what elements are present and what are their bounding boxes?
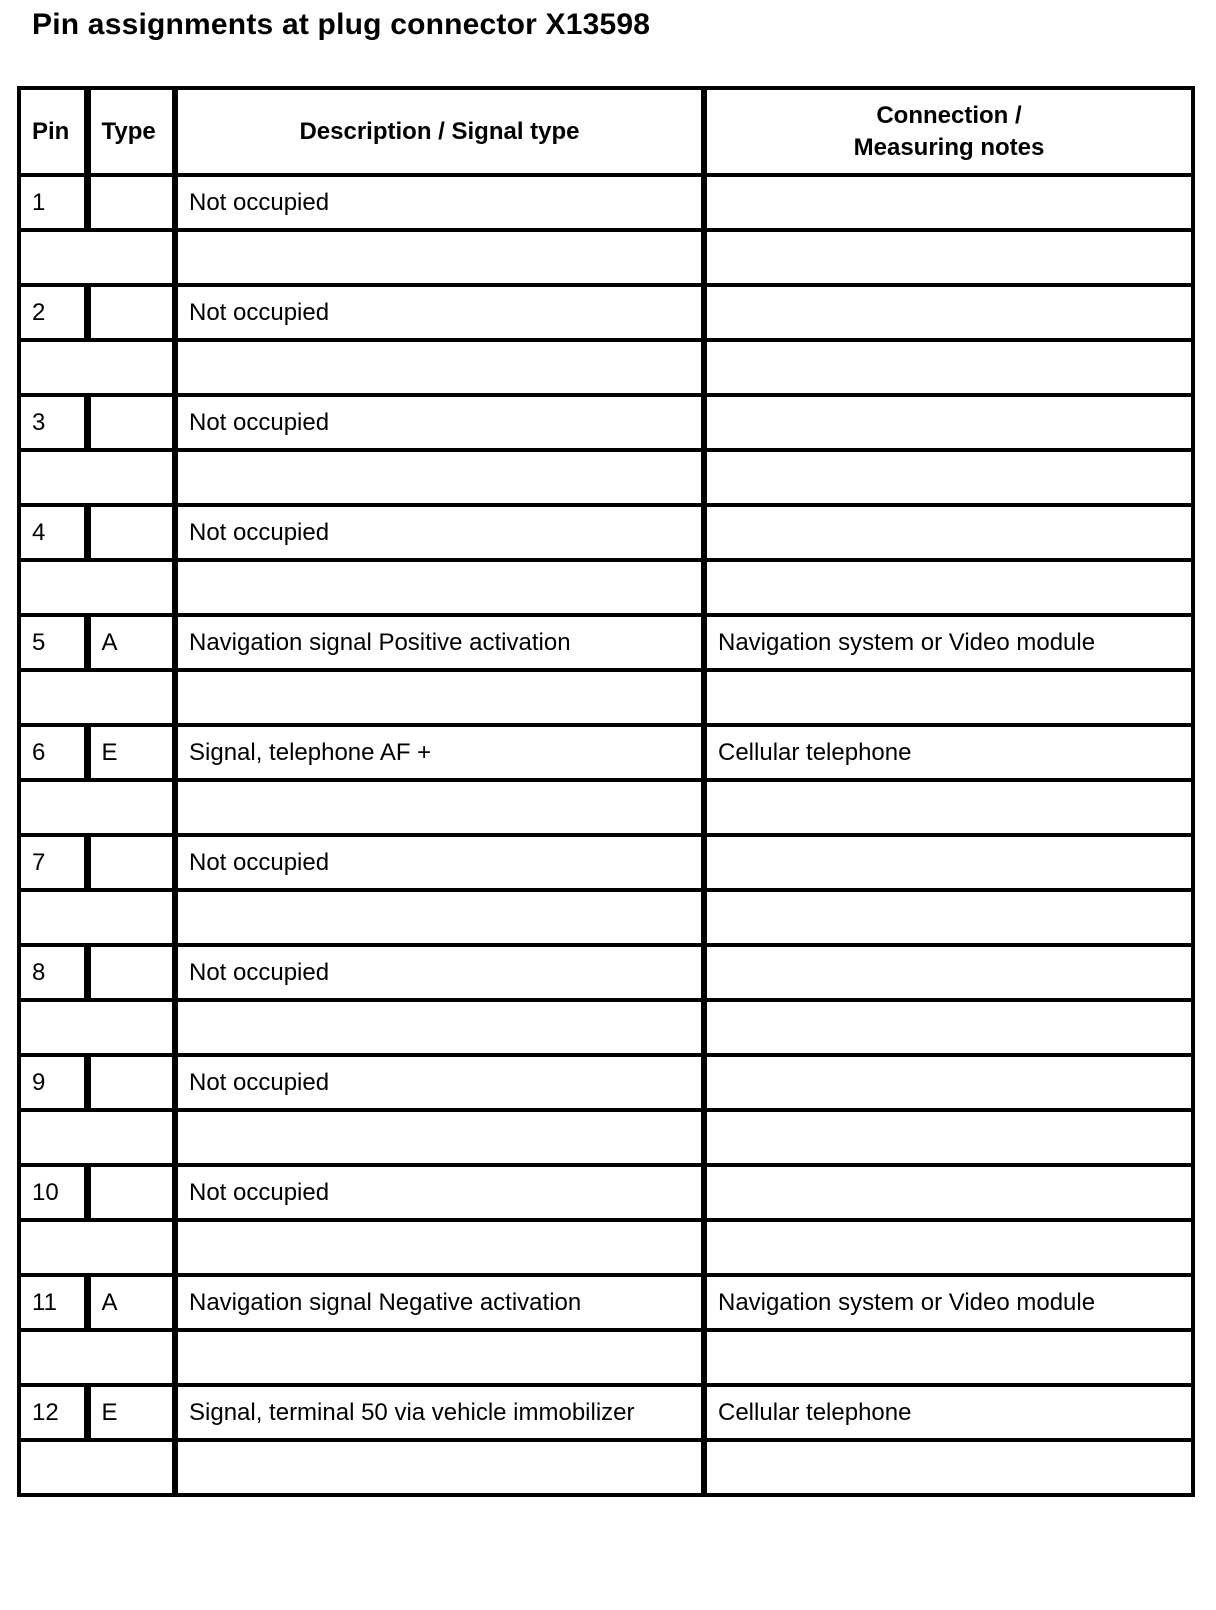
- spacer-cell: [19, 560, 175, 615]
- spacer-cell: [175, 1330, 704, 1385]
- connection-cell: [704, 1055, 1193, 1110]
- description-cell: Signal, terminal 50 via vehicle immobilizer: [175, 1385, 704, 1440]
- table-header-row: [19, 88, 1193, 175]
- spacer-cell: [175, 1000, 704, 1055]
- pin-cell: 4: [19, 505, 87, 560]
- header-description: Description / Signal type: [175, 88, 704, 175]
- table-row: [19, 395, 1193, 450]
- table-spacer-row: [19, 450, 1193, 505]
- spacer-cell: [704, 1440, 1193, 1495]
- spacer-cell: [19, 340, 175, 395]
- spacer-cell: [704, 670, 1193, 725]
- table-spacer-row: [19, 890, 1193, 945]
- description-cell: Not occupied: [175, 1055, 704, 1110]
- pin-cell: 1: [19, 175, 87, 230]
- spacer-cell: [704, 1220, 1193, 1275]
- spacer-cell: [175, 340, 704, 395]
- table-row: [19, 725, 1193, 780]
- connection-cell: [704, 1165, 1193, 1220]
- spacer-cell: [704, 890, 1193, 945]
- connection-cell: Cellular telephone: [704, 1385, 1193, 1440]
- spacer-cell: [19, 450, 175, 505]
- pin-cell: 2: [19, 285, 87, 340]
- connection-cell: [704, 285, 1193, 340]
- connection-cell: Navigation system or Video module: [704, 615, 1193, 670]
- connection-cell: [704, 835, 1193, 890]
- header-connection: [704, 88, 1193, 175]
- spacer-cell: [704, 340, 1193, 395]
- pin-cell: 12: [19, 1385, 87, 1440]
- spacer-cell: [704, 1110, 1193, 1165]
- connection-cell: [704, 505, 1193, 560]
- header-connection-line2: Measuring notes: [853, 133, 1045, 161]
- spacer-cell: [19, 1000, 175, 1055]
- table-row: [19, 505, 1193, 560]
- type-cell: [87, 285, 175, 340]
- page-title: Pin assignments at plug connector X13598: [32, 8, 651, 41]
- pin-cell: 10: [19, 1165, 87, 1220]
- spacer-cell: [175, 450, 704, 505]
- type-cell: A: [87, 1275, 175, 1330]
- type-cell: A: [87, 615, 175, 670]
- table-row: [19, 1385, 1193, 1440]
- spacer-cell: [704, 450, 1193, 505]
- spacer-cell: [175, 1110, 704, 1165]
- connection-cell: Navigation system or Video module: [704, 1275, 1193, 1330]
- spacer-cell: [19, 890, 175, 945]
- description-cell: Not occupied: [175, 175, 704, 230]
- type-cell: [87, 1055, 175, 1110]
- header-pin: Pin: [19, 88, 87, 175]
- table-spacer-row: [19, 1330, 1193, 1385]
- type-cell: [87, 175, 175, 230]
- pin-cell: 11: [19, 1275, 87, 1330]
- table-row: [19, 835, 1193, 890]
- spacer-cell: [175, 1220, 704, 1275]
- spacer-cell: [19, 1440, 175, 1495]
- spacer-cell: [175, 1440, 704, 1495]
- pin-cell: 5: [19, 615, 87, 670]
- table-spacer-row: [19, 670, 1193, 725]
- spacer-cell: [175, 560, 704, 615]
- spacer-cell: [19, 1330, 175, 1385]
- table-row: [19, 615, 1193, 670]
- table-row: [19, 1275, 1193, 1330]
- spacer-cell: [19, 230, 175, 285]
- description-cell: Not occupied: [175, 285, 704, 340]
- spacer-cell: [175, 780, 704, 835]
- description-cell: Not occupied: [175, 835, 704, 890]
- pin-cell: 8: [19, 945, 87, 1000]
- table-body: [19, 175, 1193, 1495]
- pin-cell: 9: [19, 1055, 87, 1110]
- table-spacer-row: [19, 1440, 1193, 1495]
- spacer-cell: [704, 780, 1193, 835]
- table-spacer-row: [19, 780, 1193, 835]
- table-spacer-row: [19, 1220, 1193, 1275]
- spacer-cell: [704, 230, 1193, 285]
- type-cell: E: [87, 725, 175, 780]
- table-row: [19, 285, 1193, 340]
- description-cell: Signal, telephone AF +: [175, 725, 704, 780]
- spacer-cell: [704, 1330, 1193, 1385]
- table-row: [19, 1055, 1193, 1110]
- table-spacer-row: [19, 230, 1193, 285]
- description-cell: Not occupied: [175, 395, 704, 450]
- description-cell: Not occupied: [175, 1165, 704, 1220]
- type-cell: [87, 945, 175, 1000]
- table-spacer-row: [19, 1000, 1193, 1055]
- type-cell: [87, 395, 175, 450]
- spacer-cell: [19, 780, 175, 835]
- type-cell: [87, 835, 175, 890]
- header-connection-line1: Connection /: [876, 101, 1022, 129]
- connection-cell: Cellular telephone: [704, 725, 1193, 780]
- connection-cell: [704, 395, 1193, 450]
- connection-cell: [704, 175, 1193, 230]
- table-spacer-row: [19, 1110, 1193, 1165]
- table-row: [19, 175, 1193, 230]
- table-spacer-row: [19, 560, 1193, 615]
- pin-assignment-table: [17, 86, 1195, 1497]
- pin-cell: 7: [19, 835, 87, 890]
- description-cell: Not occupied: [175, 505, 704, 560]
- description-cell: Navigation signal Positive activation: [175, 615, 704, 670]
- spacer-cell: [175, 670, 704, 725]
- type-cell: E: [87, 1385, 175, 1440]
- spacer-cell: [175, 230, 704, 285]
- pin-cell: 6: [19, 725, 87, 780]
- spacer-cell: [19, 1110, 175, 1165]
- table-row: [19, 1165, 1193, 1220]
- type-cell: [87, 505, 175, 560]
- connection-cell: [704, 945, 1193, 1000]
- spacer-cell: [704, 560, 1193, 615]
- table-row: [19, 945, 1193, 1000]
- type-cell: [87, 1165, 175, 1220]
- description-cell: Not occupied: [175, 945, 704, 1000]
- description-cell: Navigation signal Negative activation: [175, 1275, 704, 1330]
- pin-cell: 3: [19, 395, 87, 450]
- spacer-cell: [19, 1220, 175, 1275]
- header-type: Type: [87, 88, 175, 175]
- spacer-cell: [704, 1000, 1193, 1055]
- spacer-cell: [19, 670, 175, 725]
- table-spacer-row: [19, 340, 1193, 395]
- spacer-cell: [175, 890, 704, 945]
